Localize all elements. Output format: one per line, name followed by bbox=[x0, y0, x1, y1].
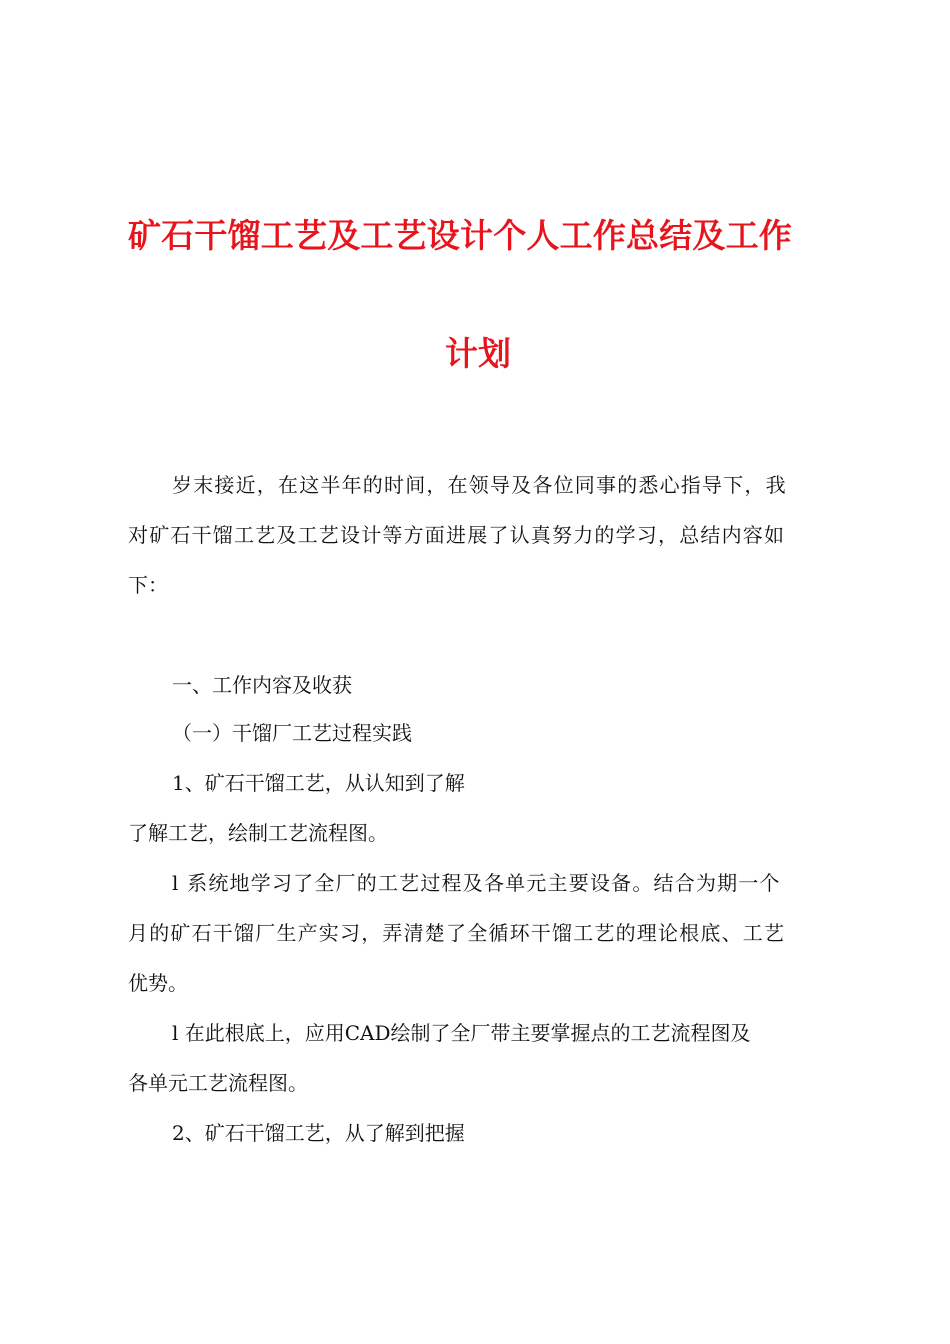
bullet-2-line-1: l 在此根底上，应用CAD绘制了全厂带主要掌握点的工艺流程图及 bbox=[172, 1021, 751, 1045]
intro-line-2: 对矿石干馏工艺及工艺设计等方面进展了认真努力的学习，总结内容如 bbox=[128, 523, 786, 547]
section-1-heading: 一、工作内容及收获 bbox=[172, 673, 352, 697]
bullet-2-line-2: 各单元工艺流程图。 bbox=[128, 1071, 308, 1095]
intro-line-1: 岁末接近，在这半年的时间，在领导及各位同事的悉心指导下，我 bbox=[172, 473, 787, 497]
document-title-line-1: 矿石干馏工艺及工艺设计个人工作总结及工作 bbox=[128, 216, 792, 255]
item-2-heading: 2、矿石干馏工艺，从了解到把握 bbox=[172, 1121, 465, 1145]
bullet-1-line-1: l 系统地学习了全厂的工艺过程及各单元主要设备。结合为期一个 bbox=[172, 871, 781, 895]
bullet-1-line-2: 月的矿石干馏厂生产实习，弄清楚了全循环干馏工艺的理论根底、工艺 bbox=[128, 921, 786, 945]
bullet-1-line-3: 优势。 bbox=[128, 971, 188, 995]
subsection-1-heading: （一）干馏厂工艺过程实践 bbox=[172, 721, 412, 745]
intro-line-3: 下： bbox=[128, 573, 168, 597]
item-1-heading: 1、矿石干馏工艺，从认知到了解 bbox=[172, 771, 465, 795]
item-1-subheading: 了解工艺，绘制工艺流程图。 bbox=[128, 821, 388, 845]
document-title-line-2: 计划 bbox=[445, 334, 511, 373]
